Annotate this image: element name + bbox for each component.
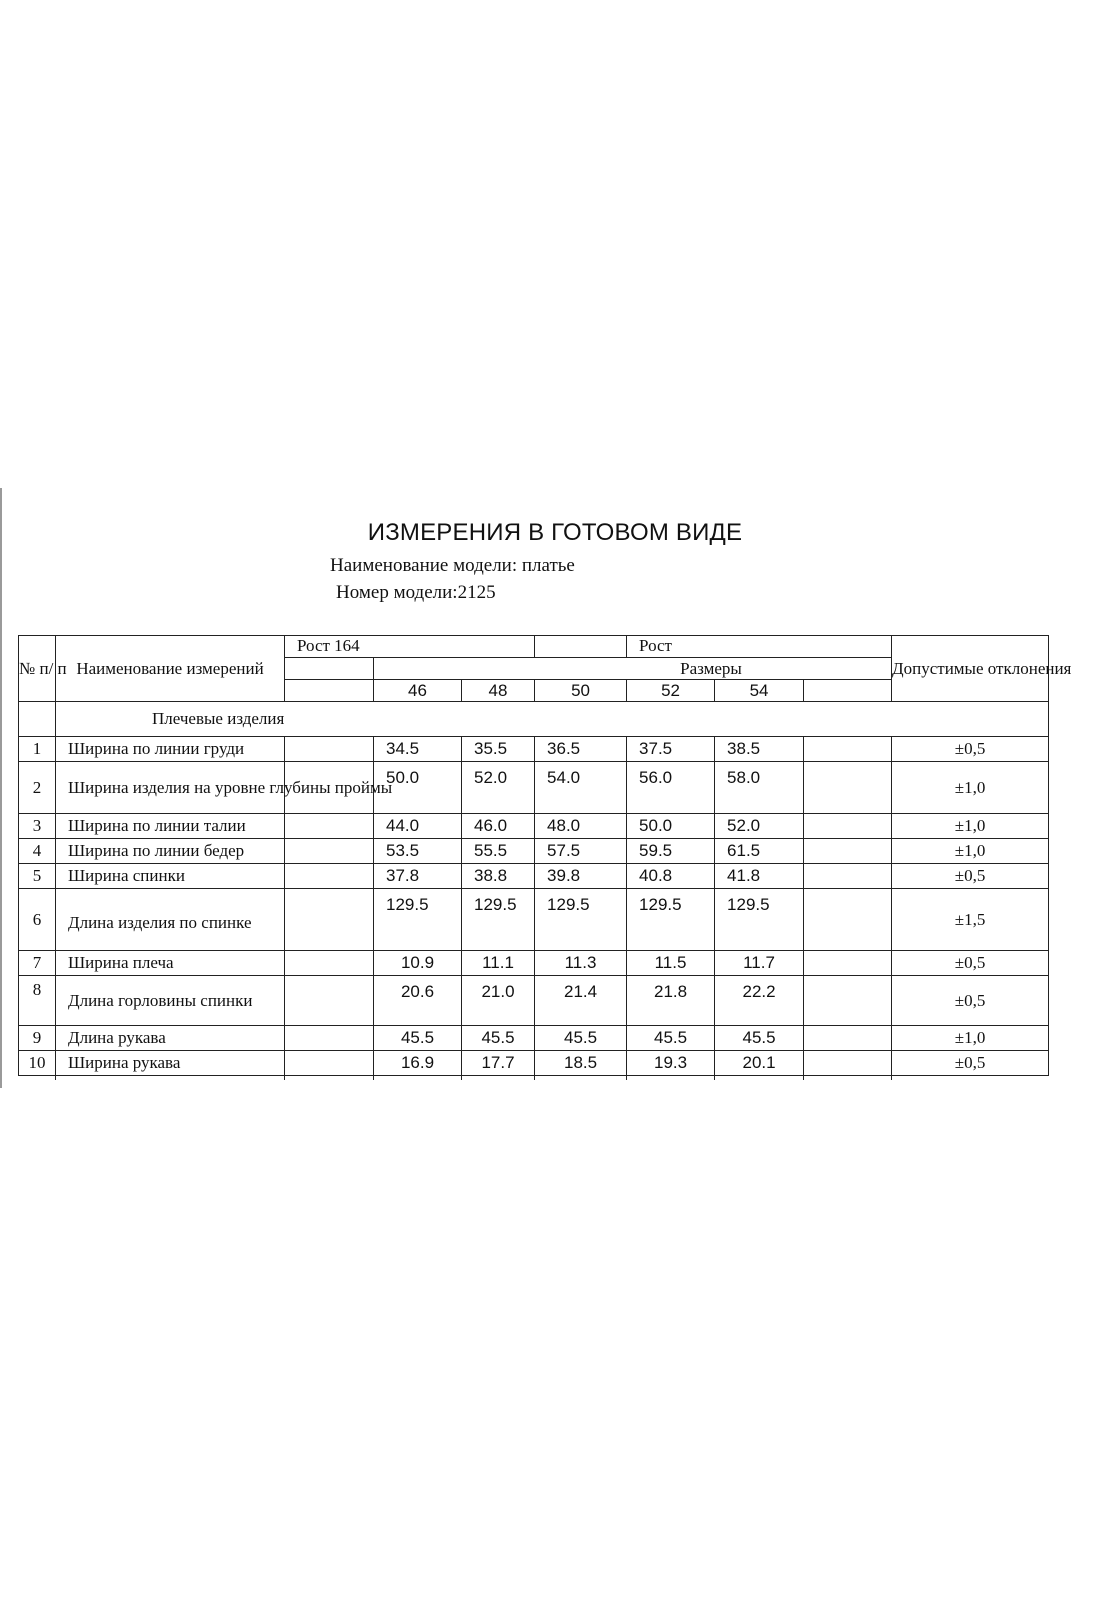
header-blank-cell	[285, 680, 374, 702]
table-row	[19, 1026, 1049, 1051]
tolerance-cell: ±1,0	[892, 814, 1049, 839]
row-number: 2	[19, 762, 56, 814]
value-cell: 52.0	[462, 762, 535, 814]
value-cell: 22.2	[715, 976, 804, 1026]
row-number: 7	[19, 951, 56, 976]
table-row	[19, 976, 1049, 1026]
header-size-48: 48	[462, 680, 535, 702]
value-cell: 20.1	[715, 1051, 804, 1076]
table-row	[19, 839, 1049, 864]
value-cell: 54.0	[535, 762, 627, 814]
value-cell: 18.5	[535, 1051, 627, 1076]
table-row	[19, 1051, 1049, 1076]
header-size-50: 50	[535, 680, 627, 702]
tolerance-cell: ±0,5	[892, 1051, 1049, 1076]
value-cell: 45.5	[535, 1026, 627, 1051]
value-cell: 129.5	[374, 889, 462, 951]
header-blank-cell	[535, 636, 627, 658]
value-cell: 129.5	[627, 889, 715, 951]
value-cell: 55.5	[462, 839, 535, 864]
value-cell: 21.4	[535, 976, 627, 1026]
value-cell: 16.9	[374, 1051, 462, 1076]
value-cell: 11.3	[535, 951, 627, 976]
measurement-name: Ширина спинки	[56, 864, 285, 889]
value-cell: 48.0	[535, 814, 627, 839]
row-number: 9	[19, 1026, 56, 1051]
model-name-line: Наименование модели: платье	[330, 555, 575, 576]
value-cell: 19.3	[627, 1051, 715, 1076]
value-cell: 37.8	[374, 864, 462, 889]
value-cell: 52.0	[715, 814, 804, 839]
value-cell: 46.0	[462, 814, 535, 839]
table-row	[19, 814, 1049, 839]
value-cell: 38.8	[462, 864, 535, 889]
section-row	[19, 702, 1049, 737]
value-cell: 129.5	[715, 889, 804, 951]
header-number: № п/ п	[19, 636, 56, 702]
value-cell: 45.5	[462, 1026, 535, 1051]
table-row	[19, 889, 1049, 951]
document-title: ИЗМЕРЕНИЯ В ГОТОВОМ ВИДЕ	[367, 519, 743, 546]
value-cell: 53.5	[374, 839, 462, 864]
header-height-164: Рост 164	[285, 636, 535, 658]
tolerance-cell: ±1,0	[892, 1026, 1049, 1051]
value-cell: 11.1	[462, 951, 535, 976]
measurements-table	[18, 635, 1072, 1080]
measurement-name: Ширина плеча	[56, 951, 285, 976]
value-cell: 38.5	[715, 737, 804, 762]
table-row	[19, 864, 1049, 889]
value-cell: 21.0	[462, 976, 535, 1026]
row-number: 8	[19, 976, 56, 1026]
measurement-name: Ширина по линии груди	[56, 737, 285, 762]
table-cut-off-row	[19, 1076, 1049, 1081]
row-number: 10	[19, 1051, 56, 1076]
header-blank-cell	[285, 658, 374, 680]
table-row	[19, 951, 1049, 976]
row-number: 5	[19, 864, 56, 889]
measurement-name: Ширина по линии бедер	[56, 839, 285, 864]
model-number-line: Номер модели:2125	[336, 582, 496, 603]
header-row-1	[19, 636, 1049, 658]
row-number: 3	[19, 814, 56, 839]
header-blank-cell	[804, 680, 892, 702]
row-number: 4	[19, 839, 56, 864]
measurement-name: Длина рукава	[56, 1026, 285, 1051]
tolerance-cell: ±0,5	[892, 976, 1049, 1026]
header-size-54: 54	[715, 680, 804, 702]
value-cell: 37.5	[627, 737, 715, 762]
measurement-name: Длина горловины спинки	[56, 976, 285, 1026]
header-tolerance: Допустимые отклонения	[892, 636, 1049, 702]
header-size-46: 46	[374, 680, 462, 702]
value-cell: 34.5	[374, 737, 462, 762]
value-cell: 45.5	[715, 1026, 804, 1051]
value-cell: 45.5	[374, 1026, 462, 1051]
value-cell: 41.8	[715, 864, 804, 889]
value-cell: 20.6	[374, 976, 462, 1026]
tolerance-cell: ±0,5	[892, 951, 1049, 976]
tolerance-cell: ±1,0	[892, 839, 1049, 864]
row-number: 1	[19, 737, 56, 762]
value-cell: 129.5	[462, 889, 535, 951]
table-row	[19, 762, 1049, 814]
value-cell: 50.0	[374, 762, 462, 814]
measurement-name: Длина изделия по спинке	[56, 889, 285, 951]
tolerance-cell: ±1,0	[892, 762, 1049, 814]
value-cell: 44.0	[374, 814, 462, 839]
row-number: 6	[19, 889, 56, 951]
tolerance-cell: ±0,5	[892, 864, 1049, 889]
value-cell: 40.8	[627, 864, 715, 889]
value-cell: 58.0	[715, 762, 804, 814]
value-cell: 61.5	[715, 839, 804, 864]
value-cell: 59.5	[627, 839, 715, 864]
table-row	[19, 737, 1049, 762]
value-cell: 36.5	[535, 737, 627, 762]
tolerance-cell: ±0,5	[892, 737, 1049, 762]
header-measurement-name: Наименование измерений	[56, 636, 285, 702]
header-size-52: 52	[627, 680, 715, 702]
measurement-name: Ширина по линии талии	[56, 814, 285, 839]
value-cell: 56.0	[627, 762, 715, 814]
value-cell: 50.0	[627, 814, 715, 839]
page-edge-rule	[0, 488, 2, 1088]
header-height-2: Рост	[627, 636, 892, 658]
value-cell: 129.5	[535, 889, 627, 951]
value-cell: 17.7	[462, 1051, 535, 1076]
value-cell: 57.5	[535, 839, 627, 864]
value-cell: 10.9	[374, 951, 462, 976]
measurement-name: Ширина рукава	[56, 1051, 285, 1076]
value-cell: 39.8	[535, 864, 627, 889]
section-title: Плечевые изделия	[56, 702, 1049, 737]
value-cell: 35.5	[462, 737, 535, 762]
value-cell: 45.5	[627, 1026, 715, 1051]
value-cell: 11.7	[715, 951, 804, 976]
value-cell: 11.5	[627, 951, 715, 976]
header-sizes: Размеры	[374, 658, 1049, 680]
tolerance-cell: ±1,5	[892, 889, 1049, 951]
value-cell: 21.8	[627, 976, 715, 1026]
measurement-name: Ширина изделия на уровне глубины проймы	[56, 762, 285, 814]
